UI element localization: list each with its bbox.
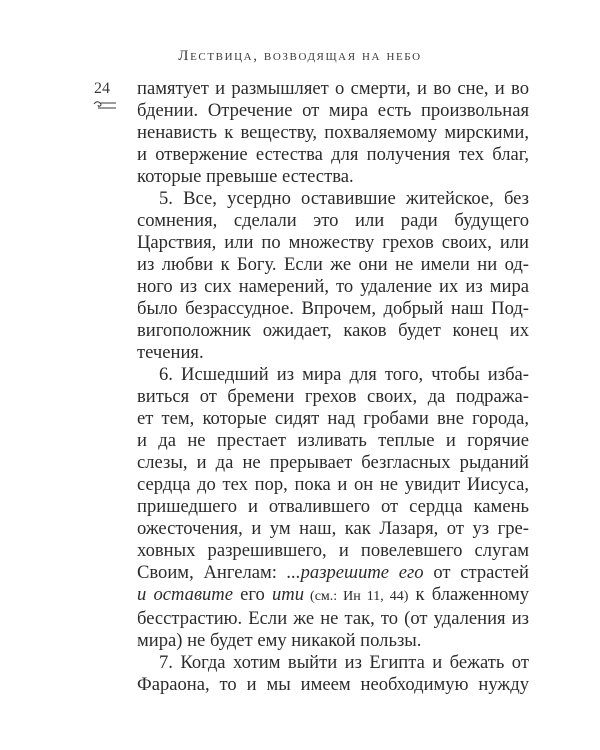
text-line: было безрассудное. Впрочем, добрый наш Под- — [137, 298, 529, 319]
scripture-quote: ...разрешите его — [286, 562, 424, 583]
scripture-quote: ити — [272, 584, 305, 605]
text-line: ожесточения, и ум наш, как Лазаря, от уз гре- — [137, 518, 529, 539]
text-line: ховных разрешившего, и повелевшего слугам — [137, 540, 529, 561]
text-line: и отвержение естества для получения тех благ, — [137, 144, 529, 165]
text-line: бдении. Отречение от мира есть произвольная — [137, 100, 529, 121]
text-line: вигоположник ожидает, каков будет конец их — [137, 320, 529, 341]
text-line: и да не престает изливать теплые и горячие — [137, 430, 529, 451]
scripture-reference: (см.: Ин 11, 44) — [304, 589, 409, 604]
text-line: бесстрастию. Если же не так, то (от удаления из — [137, 608, 529, 629]
text-run: к блаженному — [408, 584, 530, 605]
text-line: Царствия, или по множеству грехов своих, или — [137, 232, 529, 253]
text-line: сердца до тех пор, пока и он не увидит Иисуса, — [137, 474, 529, 495]
text-line — [137, 584, 529, 608]
text-line: памятует и размышляет о смерти, и во сне, и во — [137, 78, 529, 99]
text-run: от страстей — [423, 562, 529, 583]
paragraph — [137, 188, 529, 364]
text-line: мира) не будет ему никакой пользы. — [137, 630, 422, 651]
text-line: ного из сих намерений, то удаление их из мира — [137, 276, 529, 297]
text-line — [137, 562, 529, 584]
text-line: виться от бремени грехов своих, да подража- — [137, 386, 529, 407]
scroll-ornament-icon — [92, 99, 118, 111]
paragraph — [137, 78, 529, 188]
text-line: из любви к Богу. Если же они не имели ни од- — [137, 254, 529, 275]
paragraph — [137, 652, 529, 696]
text-line: 5. Все, усердно оставившие житейское, без — [159, 188, 529, 209]
text-run: Своим, Ангелам: — [137, 562, 287, 583]
text-line: течения. — [137, 342, 204, 363]
body-text — [137, 78, 529, 696]
text-line: сомнения, сделали это или ради будущего — [137, 210, 529, 231]
text-line: ет тем, которые сидят над гробами вне города, — [137, 408, 529, 429]
text-line: слезы, и да не прерывает безгласных рыданий — [137, 452, 529, 473]
text-line: 7. Когда хотим выйти из Египта и бежать от — [159, 652, 529, 673]
text-line: пришедшего и отвалившего от сердца камень — [137, 496, 529, 517]
paragraph — [137, 364, 529, 652]
page-number: 24 — [94, 80, 110, 97]
text-line: 6. Исшедший из мира для того, чтобы изба- — [159, 364, 529, 385]
scripture-quote: и оставите — [137, 584, 233, 605]
running-header: Лествица, возводящая на небо — [178, 48, 422, 64]
text-run: его — [233, 584, 272, 605]
text-line: которые превыше естества. — [137, 166, 354, 187]
text-line: ненависть к веществу, похваляемому мирскими, — [137, 122, 529, 143]
text-line: Фараона, то и мы имеем необходимую нужду — [137, 674, 529, 695]
